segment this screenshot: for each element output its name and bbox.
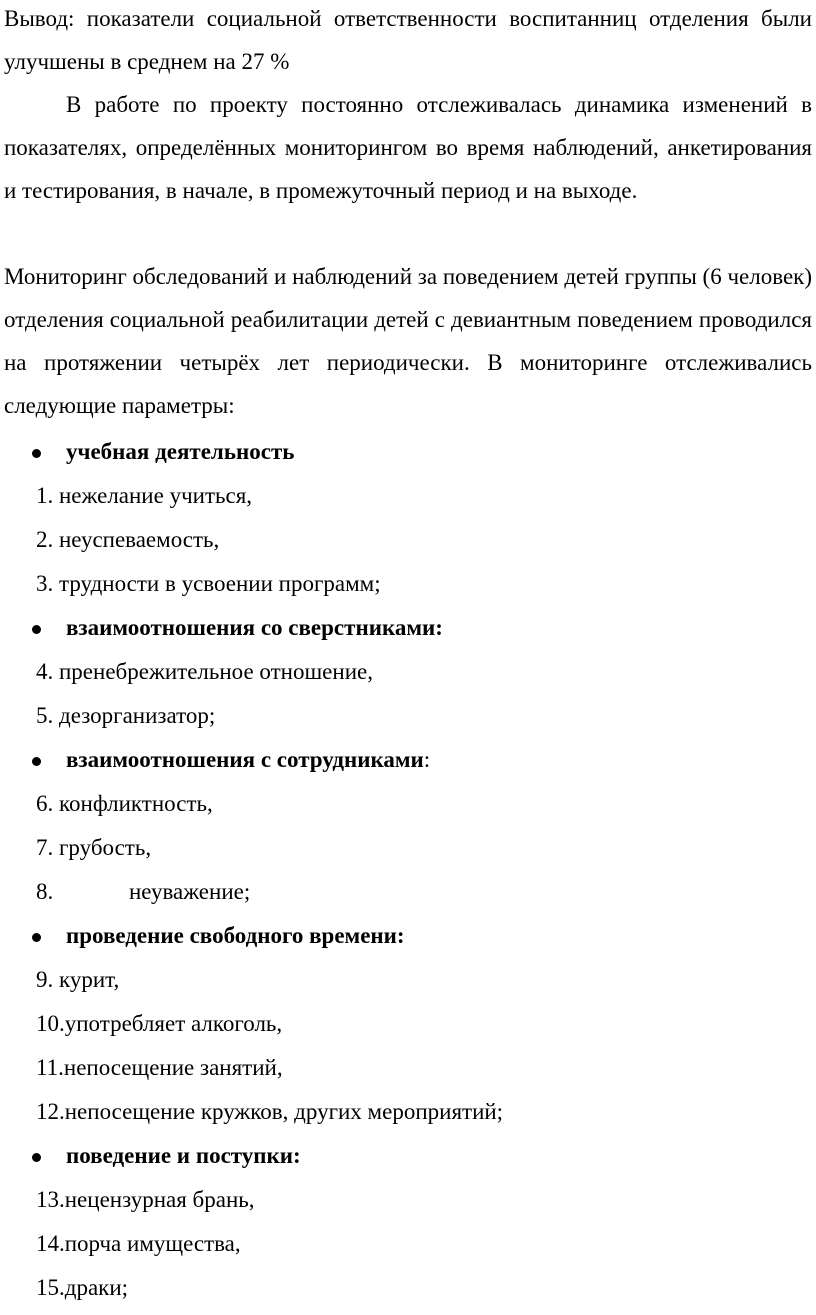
item-text: неуважение;	[129, 879, 251, 904]
list-item: 6. конфликтность,	[36, 791, 213, 816]
list-item: 10.употребляет алкоголь,	[36, 1011, 283, 1036]
monitoring-paragraph: Мониторинг обследований и наблюдений за поведением детей группы (6 человек) отделения социальной реабилитации детей с девиантным поведением проводился на протяжении четырёх лет периодически. В мониторинге отслеживались следующие параметры:	[4, 264, 812, 418]
bullet-icon	[32, 757, 41, 766]
list-item: 3. трудности в усвоении программ;	[36, 571, 381, 596]
bullet-section-study	[4, 437, 812, 467]
list-item: 1. нежелание учиться,	[36, 483, 253, 508]
list-item: 4. пренебрежительное отношение,	[36, 659, 373, 684]
list-item	[4, 877, 812, 907]
bullet-icon	[32, 1153, 41, 1162]
bullet-icon	[32, 449, 41, 458]
list-item: 15.драки;	[36, 1275, 129, 1300]
project-paragraph: В работе по проекту постоянно отслеживалась динамика изменений в показателях, определённых мониторингом во время наблюдений, анкетирования и тестирования, в начале, в промежуточный период и на выходе.	[4, 92, 812, 203]
list-item: 7. грубость,	[36, 835, 152, 860]
bullet-section-staff	[4, 745, 812, 775]
section-title: поведение и поступки:	[66, 1143, 301, 1168]
bullet-section-free-time	[4, 921, 812, 951]
bullet-section-behavior	[4, 1141, 812, 1171]
item-number: 8.	[36, 879, 54, 904]
bullet-icon	[32, 933, 41, 942]
bullet-section-peers	[4, 613, 812, 643]
list-item: 13.нецензурная брань,	[36, 1187, 255, 1212]
section-title: проведение свободного времени:	[66, 923, 405, 948]
list-item: 12.непосещение кружков, других мероприятий;	[36, 1099, 504, 1124]
list-item: 9. курит,	[36, 967, 120, 992]
bullet-icon	[32, 625, 41, 634]
section-title: взаимоотношения со сверстниками:	[66, 615, 443, 640]
section-title: учебная деятельность	[66, 439, 295, 464]
list-item: 2. неуспеваемость,	[36, 527, 220, 552]
list-item: 14.порча имущества,	[36, 1231, 241, 1256]
list-item: 5. дезорганизатор;	[36, 703, 216, 728]
conclusion-paragraph: Вывод: показатели социальной ответственности воспитанниц отделения были улучшены в среднем на 27 %	[4, 6, 812, 74]
list-item: 11.непосещение занятий,	[36, 1055, 283, 1080]
section-title: взаимоотношения с сотрудниками:	[66, 747, 431, 772]
